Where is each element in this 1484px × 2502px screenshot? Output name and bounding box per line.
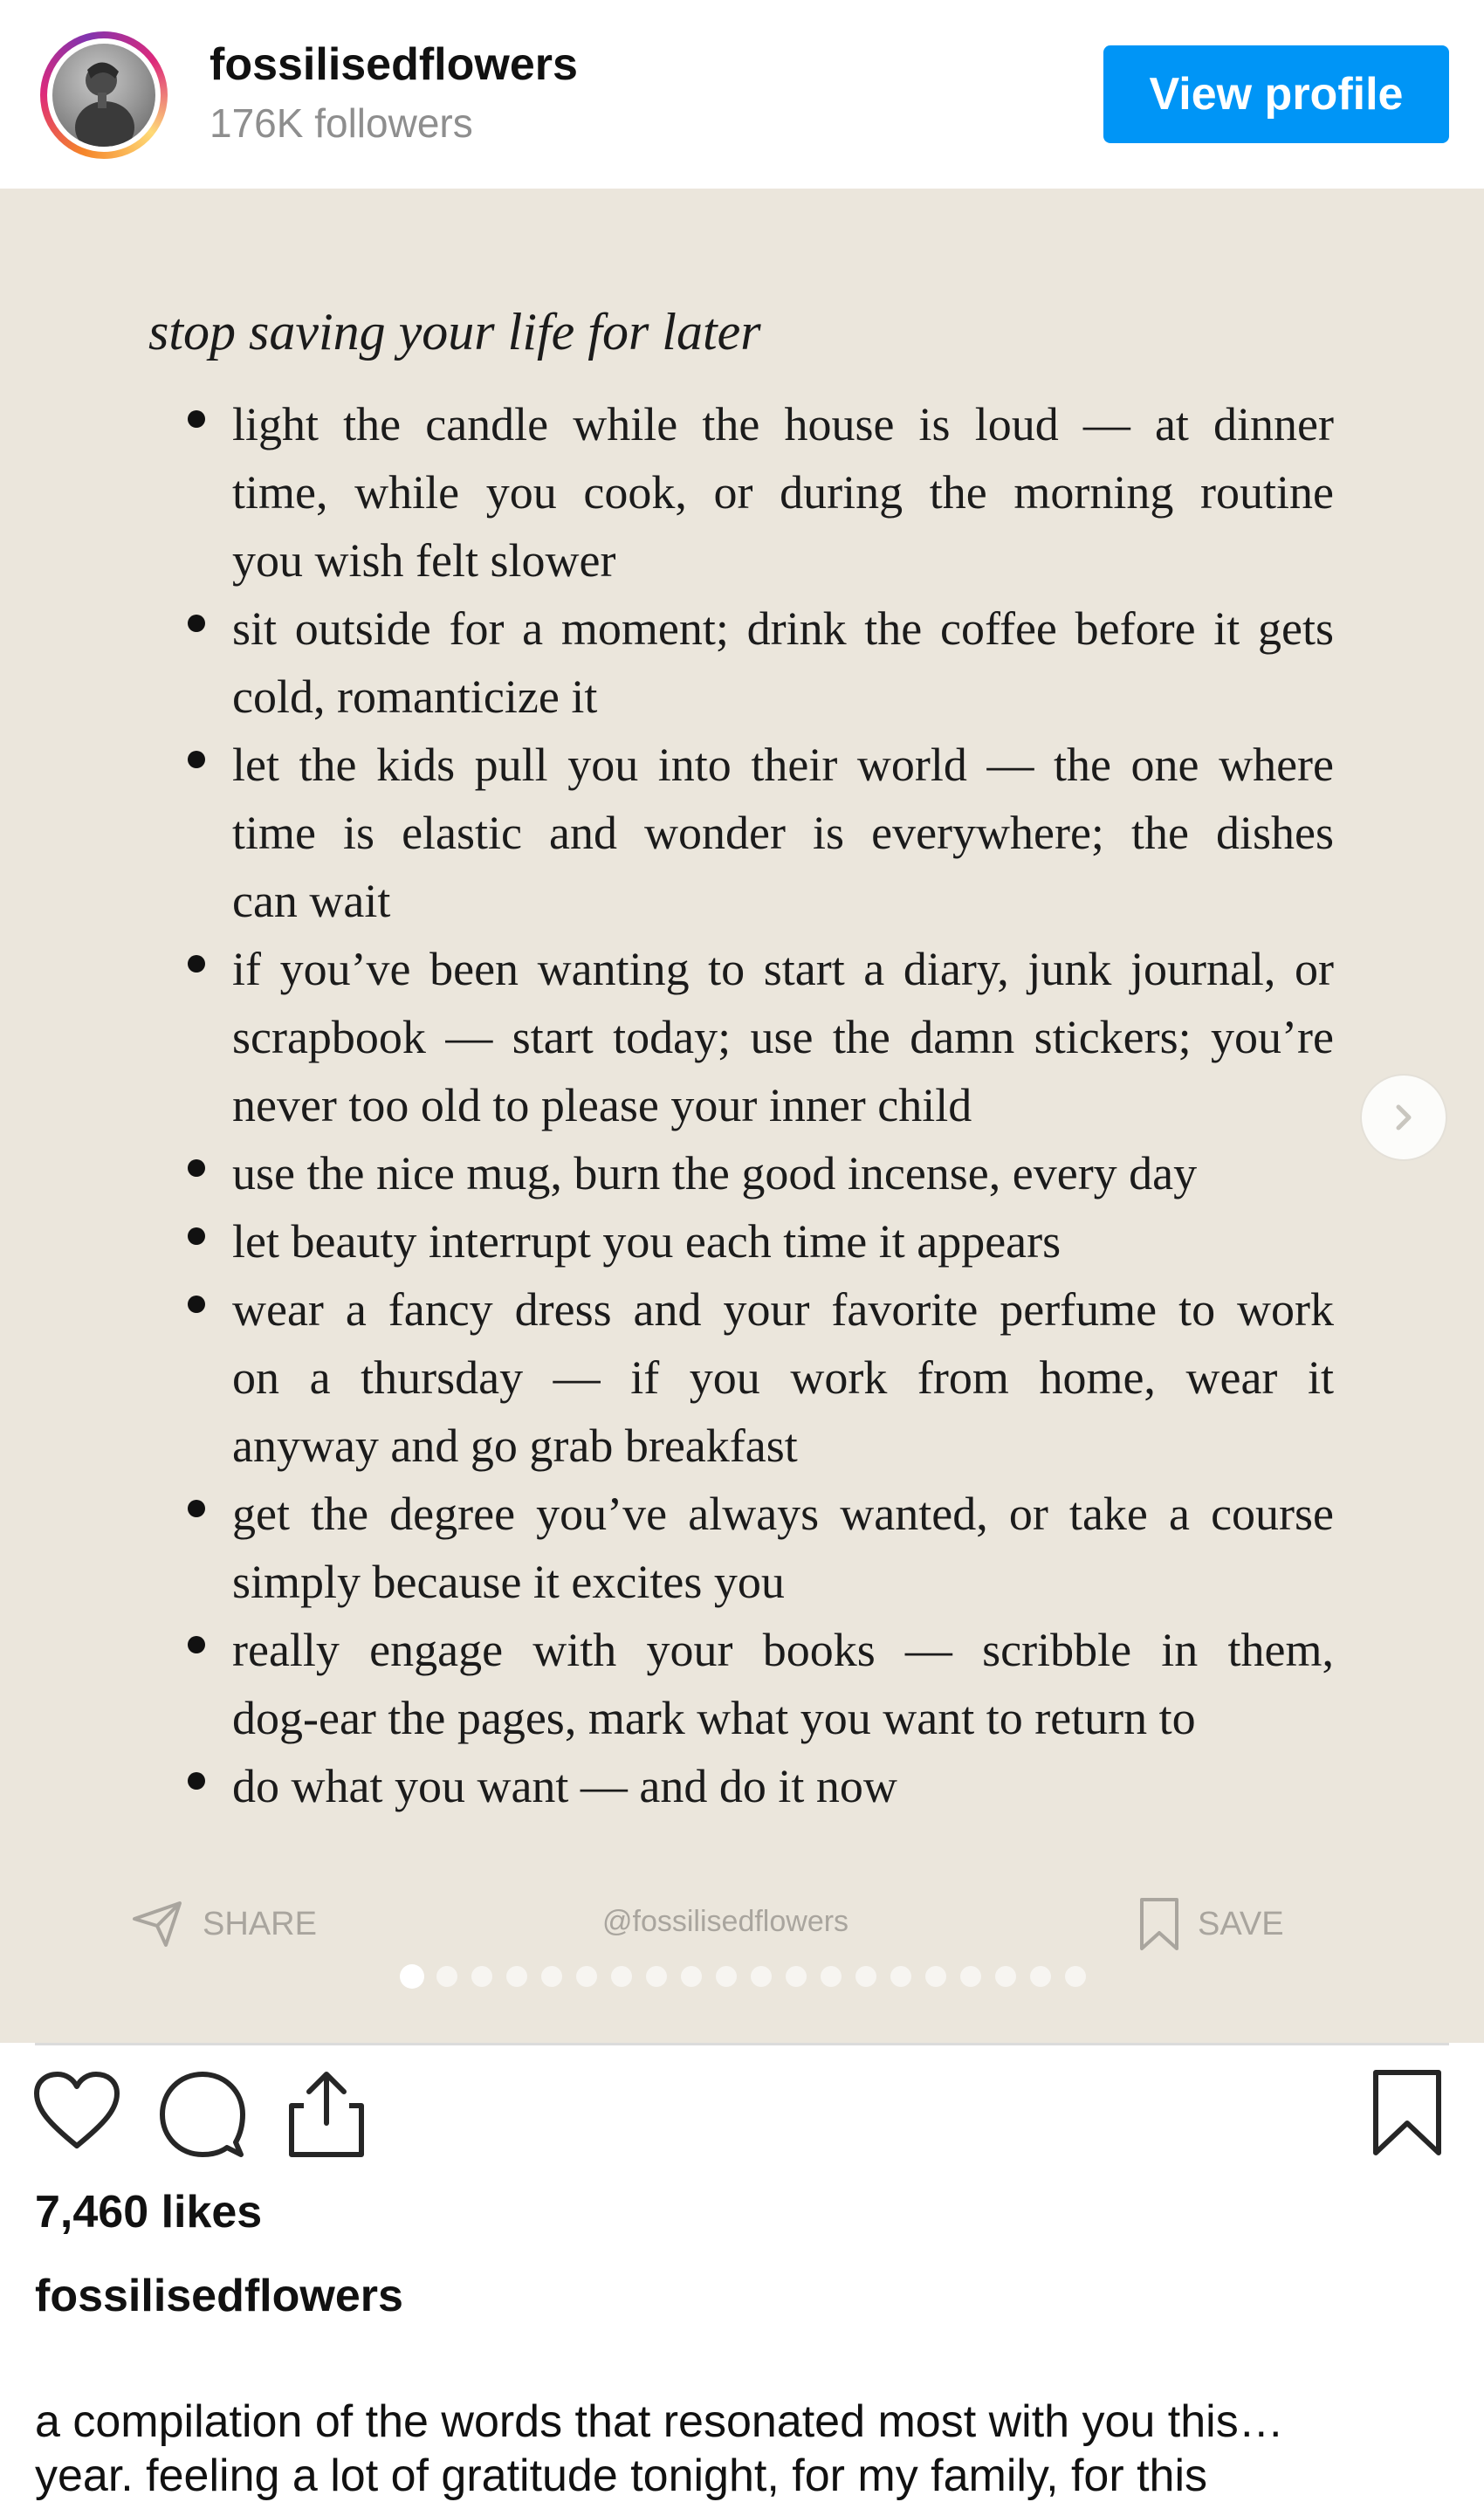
carousel-dot xyxy=(506,1966,527,1987)
carousel-dot xyxy=(402,1966,423,1987)
carousel-dot xyxy=(576,1966,597,1987)
bookmark-button[interactable] xyxy=(1371,2069,1444,2156)
share-button[interactable] xyxy=(285,2069,368,2160)
watermark-handle: @fossilisedflowers xyxy=(602,1905,849,1938)
list-item-line: get the degree you’ve always wanted, or take a course xyxy=(232,1488,1334,1540)
carousel-dot xyxy=(1030,1966,1051,1987)
list-bullet xyxy=(188,410,205,428)
list-item-line: dog-ear the pages, mark what you want to return to xyxy=(232,1692,1196,1744)
likes-count[interactable]: 7,460 likes xyxy=(35,2187,263,2237)
overlay-share[interactable] xyxy=(131,1900,317,1949)
post-image[interactable] xyxy=(0,189,1484,2043)
list-item-line: light the candle while the house is loud — at dinner xyxy=(232,398,1334,450)
bookmark-icon xyxy=(1371,2069,1444,2156)
carousel-dot xyxy=(646,1966,667,1987)
carousel-dot xyxy=(960,1966,981,1987)
carousel-dot xyxy=(436,1966,457,1987)
list-item-line: let beauty interrupt you each time it appears xyxy=(232,1215,1061,1268)
list-item-line: if you’ve been wanting to start a diary, junk journal, or xyxy=(232,943,1334,995)
carousel-dot xyxy=(995,1966,1016,1987)
caption-text: year. feeling a lot of gratitude tonight, for my family, for this xyxy=(35,2450,1208,2501)
list-bullet xyxy=(188,615,205,632)
avatar-image xyxy=(52,44,155,147)
comment-button[interactable] xyxy=(157,2069,248,2160)
chevron-right-icon xyxy=(1386,1100,1421,1135)
caption-username[interactable]: fossilisedflowers xyxy=(35,2271,403,2321)
carousel-dot xyxy=(890,1966,911,1987)
post-header xyxy=(0,0,1484,189)
list-item-line: do what you want — and do it now xyxy=(232,1760,897,1812)
caption-text: a compilation of the words that resonated most with you this… xyxy=(35,2396,1284,2447)
carousel-dot xyxy=(611,1966,632,1987)
list-item-line: you wish felt slower xyxy=(232,534,616,587)
followers-count: 176K followers xyxy=(210,100,473,146)
share-icon xyxy=(285,2069,368,2160)
list-item-line: let the kids pull you into their world — the one where xyxy=(232,739,1334,791)
carousel-indicator xyxy=(402,1966,1100,1987)
carousel-dot xyxy=(855,1966,876,1987)
save-label: SAVE xyxy=(1198,1905,1284,1942)
username[interactable]: fossilisedflowers xyxy=(210,39,578,90)
avatar[interactable] xyxy=(40,31,168,159)
list-bullet xyxy=(188,955,205,973)
carousel-dot xyxy=(786,1966,807,1987)
list-item-line: cold, romanticize it xyxy=(232,670,598,723)
list-item-line: sit outside for a moment; drink the coffee before it gets xyxy=(232,602,1334,655)
list-bullet xyxy=(188,1772,205,1790)
list-bullet xyxy=(188,1159,205,1177)
like-button[interactable] xyxy=(31,2069,122,2153)
carousel-dot xyxy=(716,1966,737,1987)
list-item-line: on a thursday — if you work from home, wear it xyxy=(232,1351,1334,1404)
list-bullet xyxy=(188,1500,205,1517)
paper-plane-icon xyxy=(131,1900,183,1949)
list-bullet xyxy=(188,1636,205,1653)
list-item-line: simply because it excites you xyxy=(232,1556,785,1608)
carousel-dot xyxy=(821,1966,842,1987)
carousel-dot xyxy=(541,1966,562,1987)
divider xyxy=(35,2043,1449,2045)
bookmark-icon xyxy=(1137,1896,1182,1952)
poem-title: stop saving your life for later xyxy=(148,303,761,361)
list-item-line: wear a fancy dress and your favorite perfume to work xyxy=(232,1283,1334,1336)
carousel-dot xyxy=(925,1966,946,1987)
overlay-save[interactable] xyxy=(1137,1896,1284,1952)
carousel-next-button[interactable] xyxy=(1360,1074,1447,1161)
action-bar xyxy=(0,2069,1484,2165)
list-bullet xyxy=(188,751,205,768)
list-item-line: anyway and go grab breakfast xyxy=(232,1419,798,1472)
list-bullet xyxy=(188,1227,205,1245)
heart-icon xyxy=(31,2069,122,2153)
list-bullet xyxy=(188,1296,205,1313)
comment-icon xyxy=(157,2069,248,2160)
list-item-line: never too old to please your inner child xyxy=(232,1079,972,1131)
share-label: SHARE xyxy=(203,1905,317,1942)
carousel-dot xyxy=(1065,1966,1086,1987)
view-profile-button[interactable]: View profile xyxy=(1103,45,1449,143)
list-item-line: time, while you cook, or during the morning routine xyxy=(232,466,1334,519)
list-item-line: use the nice mug, burn the good incense, every day xyxy=(232,1147,1198,1199)
list-item-line: can wait xyxy=(232,875,391,927)
carousel-dot xyxy=(681,1966,702,1987)
carousel-dot xyxy=(471,1966,492,1987)
list-item-line: scrapbook — start today; use the damn stickers; you’re xyxy=(232,1011,1334,1063)
list-item-line: time is elastic and wonder is everywhere; the dishes xyxy=(232,807,1334,859)
list-item-line: really engage with your books — scribble in them, xyxy=(232,1624,1334,1676)
carousel-dot xyxy=(751,1966,772,1987)
